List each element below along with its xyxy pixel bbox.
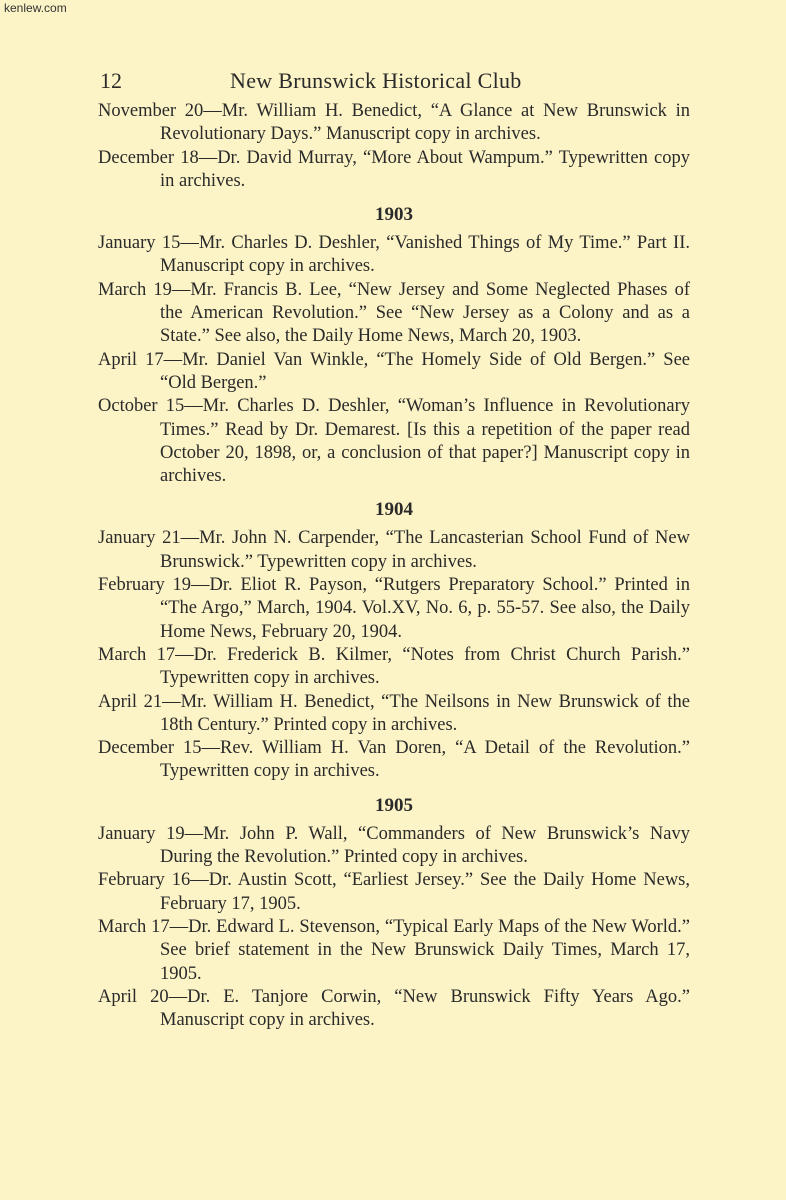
entry: October 15—Mr. Charles D. Deshler, “Woman’s Influence in Revolutionary Times.” Read by Dr. Demarest. [Is this a repetition of the paper read October 20, 1898, or, a conclusion of that paper?] Manuscript copy in archives. — [98, 396, 690, 487]
entry: January 19—Mr. John P. Wall, “Commanders of New Brunswick’s Navy During the Revolution.” Printed copy in archives. — [98, 823, 690, 868]
page-number: 12 — [100, 68, 122, 93]
entry: December 15—Rev. William H. Van Doren, “A Detail of the Revolution.” Typewritten copy in archives. — [98, 738, 690, 782]
section-1903 — [98, 204, 690, 488]
entry: November 20—Mr. William H. Benedict, “A Glance at New Brunswick in Revolutionary Days.” Manuscript copy in archives. — [98, 101, 690, 145]
entry: February 16—Dr. Austin Scott, “Earliest Jersey.” See the Daily Home News, February 17, 1905. — [98, 870, 690, 914]
section-1905 — [98, 795, 690, 1033]
entry: April 21—Mr. William H. Benedict, “The Neilsons in New Brunswick of the 18th Century.” Printed copy in archives. — [98, 691, 690, 735]
watermark: kenlew.com — [4, 1, 67, 15]
page-header — [100, 68, 690, 96]
entry: January 21—Mr. John N. Carpender, “The Lancasterian School Fund of New Brunswick.” Typewritten copy in archives. — [98, 528, 690, 572]
entry: March 17—Dr. Frederick B. Kilmer, “Notes from Christ Church Parish.” Typewritten copy in archives. — [98, 644, 690, 689]
year-heading: 1903 — [375, 204, 413, 226]
page-content — [98, 100, 690, 1032]
entry: March 19—Mr. Francis B. Lee, “New Jersey and Some Neglected Phases of the American Revolution.” See “New Jersey as a Colony and as a State.” See also, the Daily Home News, March 20, 1903. — [98, 279, 690, 347]
entry: February 19—Dr. Eliot R. Payson, “Rutgers Preparatory School.” Printed in “The Argo,” March, 1904. Vol.XV, No. 6, p. 55-57. See also, the Daily Home News, February 20, 1904. — [98, 575, 690, 642]
running-title: New Brunswick Historical Club — [230, 68, 522, 93]
entry: April 20—Dr. E. Tanjore Corwin, “New Brunswick Fifty Years Ago.” Manuscript copy in archives. — [98, 986, 690, 1031]
section-1904 — [98, 499, 690, 783]
year-heading: 1904 — [375, 499, 413, 521]
entry: January 15—Mr. Charles D. Deshler, “Vanished Things of My Time.” Part II. Manuscript copy in archives. — [98, 233, 690, 277]
section-continued — [98, 100, 690, 193]
entry: April 17—Mr. Daniel Van Winkle, “The Homely Side of Old Bergen.” See “Old Bergen.” — [98, 349, 690, 393]
entry: March 17—Dr. Edward L. Stevenson, “Typical Early Maps of the New World.” See brief statement in the New Brunswick Daily Times, March 17, 1905. — [98, 916, 690, 984]
entry: December 18—Dr. David Murray, “More About Wampum.” Typewritten copy in archives. — [98, 147, 690, 191]
year-heading: 1905 — [375, 794, 413, 816]
